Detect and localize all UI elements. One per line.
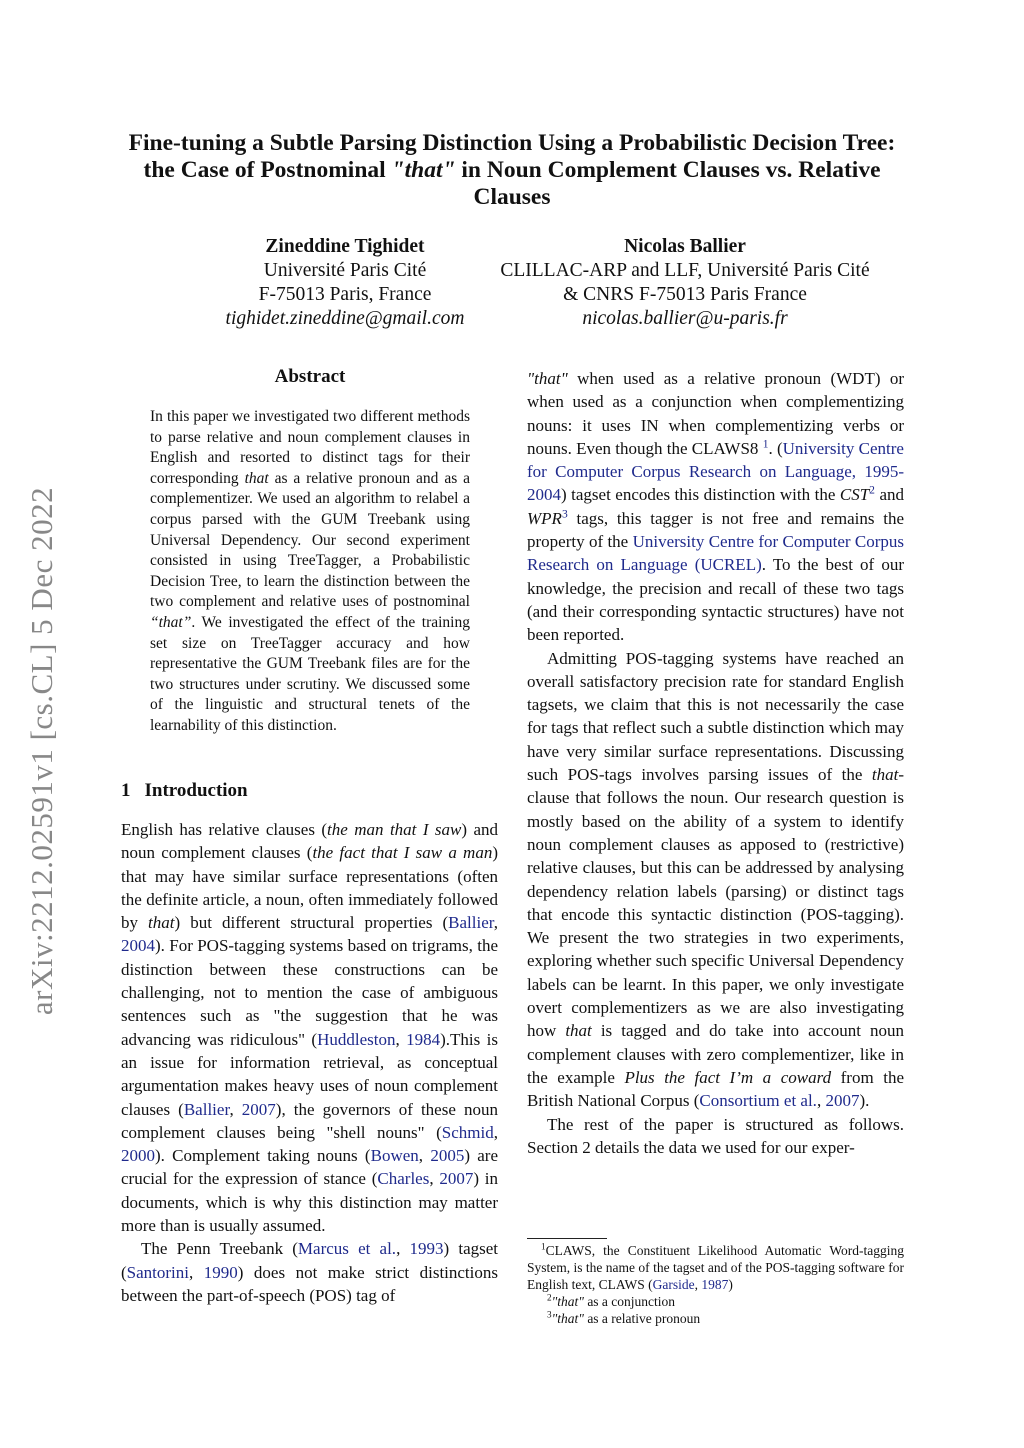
text: , [189, 1262, 204, 1282]
italic-text: that [871, 765, 899, 785]
citation-link[interactable]: Consortium et al. [699, 1091, 817, 1111]
citation-link[interactable]: Schmid [441, 1122, 494, 1142]
section-number: 1 [121, 780, 131, 801]
footnote-3 [527, 1310, 904, 1327]
text: ).This is an issue for information retrieval, as conceptual argumentation makes heavy uses of noun complement clauses ( [121, 1029, 499, 1119]
text: as a conjunction [583, 1294, 676, 1309]
italic-text: WPR [527, 508, 562, 528]
italic-text: Plus the fact I’m a coward [624, 1067, 832, 1087]
citation-link[interactable]: 2007 [825, 1091, 860, 1111]
text: ) does not make strict distinctions between the part-of-speech (POS) tag of [121, 1262, 498, 1305]
text: ). [859, 1091, 870, 1111]
abstract-text: as a relative pronoun and as a complementizer. We used an algorithm to relabel a corpus parsed with the GUM Treebank using Universal Dependency. Our second experiment consisted in using TreeTagger, a Probabilistic Decision Tree, to learn the distinction between the two complement and relative uses of postnominal [150, 469, 471, 611]
text: ) but different structural properties ( [174, 913, 449, 933]
citation-link[interactable]: 1984 [406, 1029, 441, 1049]
text: , [694, 1277, 702, 1292]
footnote-1 [527, 1242, 904, 1293]
footnote-marker[interactable]: 1 [762, 437, 769, 451]
citation-link[interactable]: University Centre for Computer Corpus Research on Language, 1995-2004 [527, 438, 904, 505]
text: ). For POS-tagging systems based on trigrams, the distinction between these constructions can be challenging, not to mention the case of ambiguous sentences such as "the suggestion that he was advancing was ridiculous" ( [121, 936, 498, 1049]
citation-link[interactable]: Charles [377, 1169, 430, 1189]
citation-link[interactable]: 2004 [121, 936, 155, 956]
footnote-marker[interactable]: 2 [869, 483, 875, 497]
text: ) tagset ( [121, 1239, 498, 1282]
section-heading [121, 780, 248, 802]
right-column [527, 367, 904, 1159]
text: . To the best of our knowledge, the precision and recall of these two tags (and their corresponding syntactic structures) have not been reported. [527, 555, 904, 645]
author-address: F-75013 Paris, France [258, 284, 432, 305]
text: Admitting POS-tagging systems have reached an overall satisfactory precision rate for standard English tagsets, we claim that this is not necessarily the case for tags that reflect such a subtle distinction which may have very similar surface representations. Discussing such POS-tags involves parsing issues of the [527, 648, 904, 785]
abstract-italic: “that” [150, 613, 192, 631]
italic-text: "that" [527, 369, 568, 388]
author-address: & CNRS F-75013 Paris France [563, 284, 807, 305]
title-that: "that" [391, 157, 456, 183]
author-name: Zineddine Tighidet [265, 236, 425, 257]
footnote-number: 1 [541, 1241, 546, 1252]
abstract-heading: Abstract [274, 366, 346, 387]
italic-text: the fact that I saw a man [312, 843, 493, 863]
text: from the British National Corpus ( [527, 1067, 904, 1111]
abstract-text: In this paper we investigated two different methods to parse relative and noun complement clauses in English and resorted to distinct tags for their corresponding [150, 408, 470, 487]
text: ) and noun complement clauses ( [121, 820, 499, 863]
text: , [395, 1029, 407, 1049]
citation-link[interactable]: 1987 [701, 1277, 729, 1292]
footnote-marker[interactable]: 3 [561, 507, 568, 521]
text: , [229, 1099, 242, 1119]
text: CLAWS, the Constituent Likelihood Automatic Word-tagging System, is the name of the tagset and of the POS-tagging software for English text, CLAWS ( [527, 1243, 904, 1292]
text: ) are crucial for the expression of stance ( [121, 1146, 498, 1189]
author-affiliation: Université Paris Cité [263, 260, 427, 281]
citation-link[interactable]: Ballier [448, 913, 494, 933]
citation-link[interactable]: Marcus et al. [297, 1239, 397, 1259]
abstract-italic: that [244, 469, 269, 487]
text: as a relative pronoun [583, 1311, 701, 1326]
title-text-1: Fine-tuning a Subtle Parsing Distinction Using a Probabilistic Decision Tree: the Case of Postnominal [128, 130, 896, 183]
text: , [396, 1239, 410, 1259]
text: when used as a relative pronoun (WDT) or when used as a conjunction when complementizing nouns: it uses IN when complementizing verbs or nouns. Even though the CLAWS8 [527, 369, 904, 458]
text: , [418, 1146, 431, 1166]
text: , [429, 1169, 440, 1189]
text: The Penn Treebank ( [141, 1239, 298, 1259]
author-block-1 [200, 235, 490, 331]
citation-link[interactable]: Huddleston [317, 1029, 396, 1049]
section-title: Introduction [144, 780, 248, 801]
citation-link[interactable]: 1990 [203, 1262, 238, 1282]
footnotes [527, 1242, 904, 1327]
text: and [874, 485, 904, 505]
arxiv-stamp [12, 458, 72, 1044]
text: ) in documents, which is why this distinction may matter more than is usually assumed. [121, 1169, 499, 1236]
citation-link[interactable]: Ballier [183, 1099, 230, 1119]
text: ), the governors of these noun complement clauses being "shell nouns" ( [121, 1099, 498, 1142]
text: ) that may have similar surface representations (often the definite article, a noun, often immediately followed by [121, 843, 499, 933]
italic-text: the man that I saw [327, 820, 462, 839]
paragraph [121, 818, 498, 1237]
text: is tagged and do take into account noun complement clauses with zero complementizer, like in the example [527, 1021, 904, 1087]
citation-link[interactable]: 2000 [121, 1146, 155, 1166]
citation-link[interactable]: 2007 [241, 1099, 276, 1119]
italic-text: "that" [551, 1294, 584, 1309]
arxiv-stamp-text: arXiv:2212.02591v1 [cs.CL] 5 Dec 2022 [24, 486, 59, 1016]
text: ) [728, 1277, 733, 1292]
text: ). Complement taking nouns ( [155, 1146, 371, 1166]
citation-link[interactable]: Santorini [126, 1262, 190, 1282]
abstract-text: . We investigated the effect of the training set size on TreeTagger accuracy and how representative the GUM Treebank files are for the two structures under scrutiny. We discussed some of the linguistic and structural tenets of the learnability of this distinction. [150, 613, 470, 734]
text: , [493, 1122, 498, 1142]
footnote-number: 2 [547, 1292, 552, 1303]
citation-link[interactable]: 1993 [409, 1239, 444, 1259]
footnote-number: 3 [547, 1309, 552, 1320]
text: The rest of the paper is structured as follows. Section 2 details the data we used for our exper- [527, 1114, 904, 1157]
abstract-body [150, 407, 470, 737]
footnote-2 [527, 1293, 904, 1310]
author-block-2 [470, 235, 900, 331]
left-column [121, 818, 498, 1307]
paragraph [527, 647, 904, 1113]
text: English has relative clauses ( [121, 820, 328, 839]
italic-text: "that" [551, 1311, 584, 1326]
citation-link[interactable]: 2007 [439, 1169, 474, 1189]
citation-link[interactable]: Garside [652, 1277, 695, 1292]
author-email[interactable]: tighidet.zineddine@gmail.com [225, 308, 465, 329]
title-text-2: in Noun Complement Clauses vs. Relative Clauses [455, 157, 881, 210]
italic-text: that [148, 913, 175, 933]
author-name: Nicolas Ballier [624, 236, 746, 257]
text: tags, this tagger is not free and remains the property of the [527, 508, 904, 552]
text: , [816, 1091, 826, 1111]
paragraph [527, 1113, 904, 1160]
text: ) tagset encodes this distinction with the [561, 485, 840, 505]
italic-text: that [565, 1021, 592, 1041]
paper-title [120, 130, 904, 211]
text: , [493, 913, 498, 933]
text: -clause that follows the noun. Our research question is mostly based on the ability of a system to identify noun complement clauses as apposed to (restrictive) relative clauses, but this can be addressed by analysing dependency relation labels (parsing) or distinct tags that encode this syntactic distinction (POS-tagging). We present the two strategies in two experiments, exploring whether such specific Universal Dependency labels can be learnt. In this paper, we only investigate overt complementizers as we are also investigating how [527, 765, 904, 1041]
citation-link[interactable]: University Centre for Computer Corpus Research on Language (UCREL) [527, 532, 904, 575]
paragraph [527, 367, 904, 647]
paragraph [121, 1237, 498, 1307]
footnote-divider [527, 1238, 607, 1239]
author-email[interactable]: nicolas.ballier@u-paris.fr [582, 308, 788, 329]
italic-text: CST [839, 485, 870, 505]
citation-link[interactable]: Bowen [370, 1146, 419, 1166]
text: . ( [768, 438, 783, 458]
author-affiliation: CLILLAC-ARP and LLF, Université Paris Cité [500, 260, 870, 281]
citation-link[interactable]: 2005 [430, 1146, 465, 1166]
